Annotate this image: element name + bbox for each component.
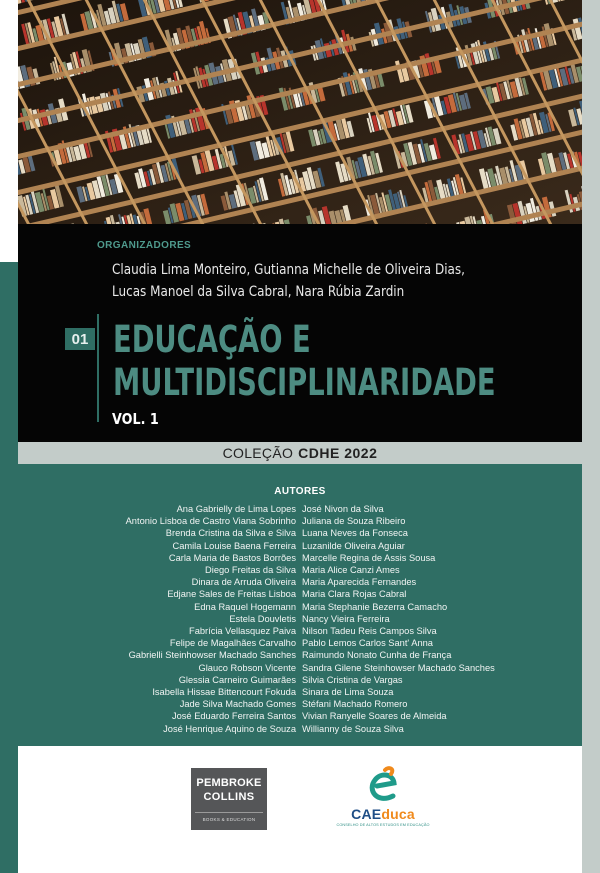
author-name: Glessia Carneiro Guimarães bbox=[178, 674, 296, 685]
author-name: José Eduardo Ferreira Santos bbox=[171, 711, 296, 722]
author-name: Diego Freitas da Silva bbox=[205, 565, 296, 576]
author-name: Gabrielli Steinhowser Machado Sanches bbox=[128, 650, 296, 661]
author-name: Antonio Lisboa de Castro Viana Sobrinho bbox=[125, 516, 296, 527]
author-name: Edna Raquel Hogemann bbox=[194, 601, 296, 612]
authors-right-column bbox=[302, 503, 495, 735]
right-accent-strip bbox=[582, 0, 600, 873]
author-name: Willianny de Souza Silva bbox=[302, 723, 404, 734]
author-name: Maria Alice Canzi Ames bbox=[302, 565, 400, 576]
author-name: Edjane Sales de Freitas Lisboa bbox=[167, 589, 296, 600]
author-name: Isabella Hissae Bittencourt Fokuda bbox=[152, 687, 296, 698]
caeduca-wordmark bbox=[333, 806, 433, 822]
author-name: Glauco Robson Vicente bbox=[198, 662, 296, 673]
title-divider-line bbox=[97, 314, 99, 422]
authors-heading: AUTORES bbox=[274, 486, 326, 497]
publisher-name-line-2: COLLINS bbox=[203, 791, 255, 803]
author-name: Silvia Cristina de Vargas bbox=[302, 674, 403, 685]
book-title-line-1: EDUCAÇÃO E bbox=[113, 318, 311, 361]
organizers-label: ORGANIZADORES bbox=[97, 240, 192, 251]
publisher-divider bbox=[195, 812, 263, 813]
author-name: Luzanilde Oliveira Aguiar bbox=[302, 540, 405, 551]
publisher-panel bbox=[18, 746, 582, 873]
author-name: Carla Maria de Bastos Borrões bbox=[168, 552, 296, 563]
publisher-tagline: BOOKS & EDUCATION bbox=[202, 817, 256, 822]
author-name: Raimundo Nonato Cunha de França bbox=[302, 650, 452, 661]
volume-number-badge: 01 bbox=[65, 328, 95, 350]
author-name: Dinara de Arruda Oliveira bbox=[191, 577, 296, 588]
author-name: Maria Aparecida Fernandes bbox=[302, 577, 417, 588]
author-name: José Nivon da Silva bbox=[302, 504, 384, 514]
author-name: Maria Stephanie Bezerra Camacho bbox=[302, 601, 448, 612]
author-name: Felipe de Magalhães Carvalho bbox=[169, 638, 296, 649]
book-title bbox=[113, 318, 496, 404]
author-name: Nilson Tadeu Reis Campos Silva bbox=[302, 626, 437, 637]
author-name: Estela Douvletis bbox=[229, 613, 296, 624]
collection-band bbox=[18, 442, 582, 464]
author-name: Sandra Gilene Steinhowser Machado Sanches bbox=[302, 662, 495, 673]
bookshelf-illustration bbox=[18, 0, 582, 224]
author-name: Stéfani Machado Romero bbox=[302, 699, 408, 710]
caeduca-tagline: CONSELHO DE ALTOS ESTUDOS EM EDUCAÇÃO bbox=[336, 823, 430, 827]
caeduca-wordmark-part-2: duca bbox=[381, 806, 415, 822]
author-name: José Henrique Aquino de Souza bbox=[163, 723, 296, 734]
author-name: Fabrícia Vellasquez Paiva bbox=[189, 626, 296, 637]
publisher-name-line-1: PEMBROKE bbox=[196, 777, 262, 789]
caeduca-wordmark-part-1: CAE bbox=[351, 806, 382, 822]
bookshelf-photo bbox=[18, 0, 582, 224]
organizers-names bbox=[112, 259, 465, 303]
author-name: Maria Clara Rojas Cabral bbox=[302, 589, 407, 600]
author-name: Luana Neves da Fonseca bbox=[302, 528, 408, 539]
author-name: Vivian Ranyelle Soares de Almeida bbox=[302, 711, 447, 722]
author-name: Camila Louise Baena Ferreira bbox=[172, 540, 296, 551]
book-title-line-2: MULTIDISCIPLINARIDADE bbox=[113, 361, 496, 404]
author-name: Pablo Lemos Carlos Sant' Anna bbox=[302, 638, 433, 649]
volume-label: VOL. 1 bbox=[112, 410, 159, 428]
caeduca-logo bbox=[333, 766, 433, 832]
organizers-line-2: Lucas Manoel da Silva Cabral, Nara Rúbia Zardin bbox=[112, 284, 405, 300]
organizers-line-1: Claudia Lima Monteiro, Gutianna Michelle de Oliveira Dias, bbox=[112, 262, 465, 278]
left-accent-strip bbox=[0, 262, 18, 873]
author-name: Ana Gabrielly de Lima Lopes bbox=[176, 504, 296, 514]
author-name: Jade Silva Machado Gomes bbox=[179, 699, 296, 710]
collection-name: CDHE 2022 bbox=[298, 445, 378, 461]
caeduca-e-icon bbox=[333, 766, 433, 806]
author-name: Brenda Cristina da Silva e Silva bbox=[165, 528, 296, 539]
authors-left-column bbox=[126, 503, 296, 735]
authors-panel bbox=[18, 464, 582, 746]
pembroke-collins-logo bbox=[191, 768, 267, 830]
author-name: Sinara de Lima Souza bbox=[302, 687, 394, 698]
author-name: Nancy Vieira Ferreira bbox=[302, 613, 390, 624]
collection-prefix: COLEÇÃO bbox=[222, 445, 294, 461]
author-name: Marcelle Regina de Assis Sousa bbox=[302, 552, 436, 563]
author-name: Juliana de Souza Ribeiro bbox=[302, 516, 406, 527]
